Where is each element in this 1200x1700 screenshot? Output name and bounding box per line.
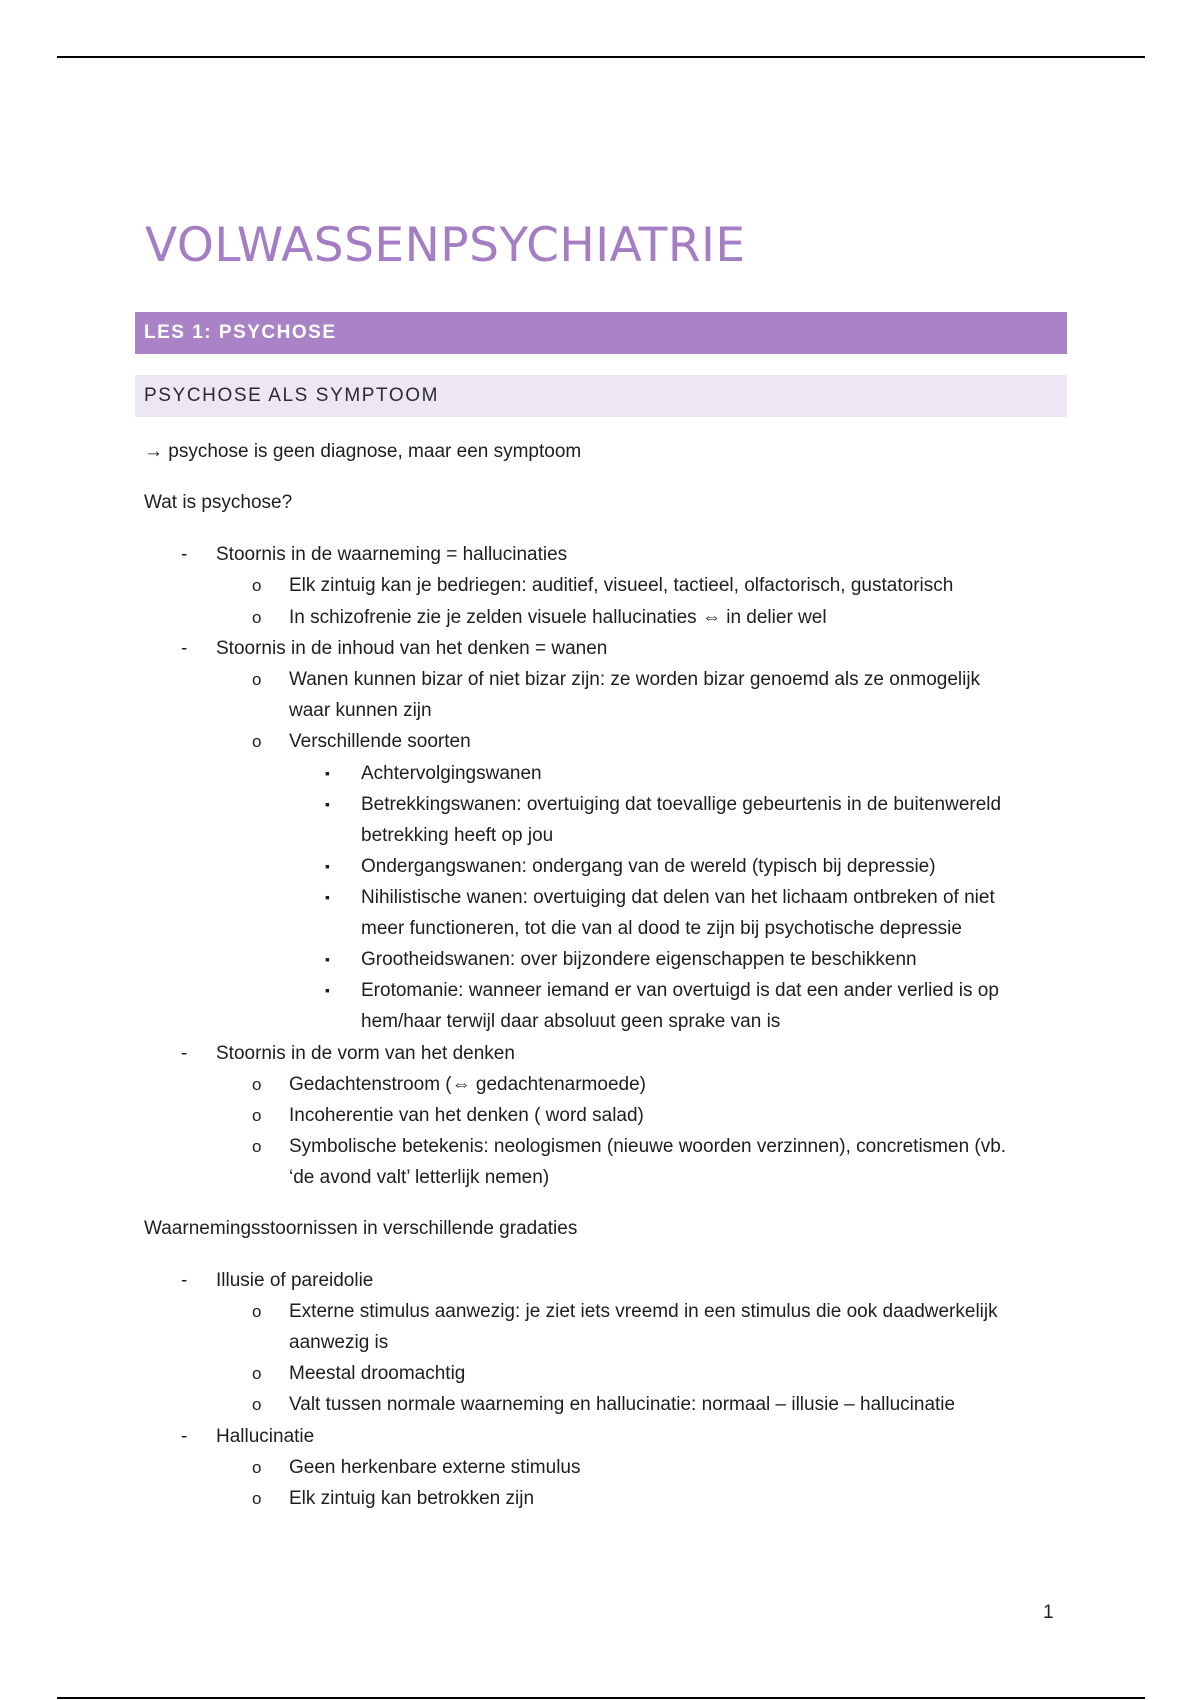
list-item: Hallucinatie bbox=[216, 1426, 315, 1447]
list-item: Gedachtenstroom (⇔ gedachtenarmoede) bbox=[289, 1074, 646, 1095]
header-rule bbox=[57, 56, 1145, 58]
list-item: Ondergangswanen: ondergang van de wereld (typisch bij depressie) bbox=[361, 856, 936, 877]
heading-2: PSYCHOSE ALS SYMPTOOM bbox=[135, 375, 1067, 417]
circle-bullet-icon: o bbox=[252, 1106, 262, 1125]
list-item-continuation: betrekking heeft op jou bbox=[361, 825, 554, 846]
list-item-continuation: hem/haar terwijl daar absoluut geen sprake van is bbox=[361, 1011, 781, 1032]
list-item-continuation: meer functioneren, tot die van al dood te zijn bij psychotische depressie bbox=[361, 918, 962, 939]
intro-text: psychose is geen diagnose, maar een symptoom bbox=[168, 441, 582, 462]
footer-rule bbox=[57, 1697, 1145, 1699]
square-bullet-icon: ▪ bbox=[325, 858, 330, 874]
circle-bullet-icon: o bbox=[252, 1075, 262, 1094]
circle-bullet-icon: o bbox=[252, 1458, 262, 1477]
square-bullet-icon: ▪ bbox=[325, 951, 330, 967]
circle-bullet-icon: o bbox=[252, 1364, 262, 1383]
circle-bullet-icon: o bbox=[252, 1137, 262, 1156]
list-item: Erotomanie: wanneer iemand er van overtuigd is dat een ander verlied is op bbox=[361, 980, 999, 1001]
list-item: Valt tussen normale waarneming en hallucinatie: normaal – illusie – hallucinatie bbox=[289, 1394, 956, 1415]
list-item: In schizofrenie zie je zelden visuele hallucinaties ⇔ in delier wel bbox=[289, 607, 827, 628]
list-item: Geen herkenbare externe stimulus bbox=[289, 1457, 581, 1478]
list-item: Elk zintuig kan betrokken zijn bbox=[289, 1488, 535, 1509]
square-bullet-icon: ▪ bbox=[325, 765, 330, 781]
dash-marker: - bbox=[181, 1270, 188, 1291]
list-item: Grootheidswanen: over bijzondere eigenschappen te beschikkenn bbox=[361, 949, 917, 970]
question-text: Wat is psychose? bbox=[144, 492, 293, 513]
heading-1: LES 1: PSYCHOSE bbox=[135, 312, 1067, 354]
intro-line bbox=[144, 436, 581, 467]
list-item: Wanen kunnen bizar of niet bizar zijn: ze worden bizar genoemd als ze onmogelijk bbox=[289, 669, 981, 690]
circle-bullet-icon: o bbox=[252, 576, 262, 595]
page-number: 1 bbox=[1043, 1602, 1054, 1623]
dash-marker: - bbox=[181, 1043, 188, 1064]
list-item: Stoornis in de waarneming = hallucinaties bbox=[216, 544, 568, 565]
list-item: Meestal droomachtig bbox=[289, 1363, 466, 1384]
list-item: Betrekkingswanen: overtuiging dat toevallige gebeurtenis in de buitenwereld bbox=[361, 794, 1002, 815]
list-item: Achtervolgingswanen bbox=[361, 763, 542, 784]
list-item-continuation: ‘de avond valt’ letterlijk nemen) bbox=[289, 1167, 550, 1188]
square-bullet-icon: ▪ bbox=[325, 982, 330, 998]
list-item: Stoornis in de vorm van het denken bbox=[216, 1043, 515, 1064]
list-item: Stoornis in de inhoud van het denken = wanen bbox=[216, 638, 608, 659]
arrow-icon: → bbox=[144, 441, 163, 462]
square-bullet-icon: ▪ bbox=[325, 796, 330, 812]
list-item-continuation: waar kunnen zijn bbox=[289, 700, 432, 721]
circle-bullet-icon: o bbox=[252, 608, 262, 627]
dash-marker: - bbox=[181, 1426, 188, 1447]
list-item: Incoherentie van het denken ( word salad) bbox=[289, 1105, 644, 1126]
circle-bullet-icon: o bbox=[252, 1395, 262, 1414]
list-item-continuation: aanwezig is bbox=[289, 1332, 389, 1353]
list-item: Elk zintuig kan je bedriegen: auditief, visueel, tactieel, olfactorisch, gustatorisch bbox=[289, 575, 954, 596]
document-title: VOLWASSENPSYCHIATRIE bbox=[145, 218, 746, 273]
circle-bullet-icon: o bbox=[252, 1489, 262, 1508]
dash-marker: - bbox=[181, 544, 188, 565]
circle-bullet-icon: o bbox=[252, 1302, 262, 1321]
list-item: Illusie of pareidolie bbox=[216, 1270, 374, 1291]
list-item: Nihilistische wanen: overtuiging dat delen van het lichaam ontbreken of niet bbox=[361, 887, 995, 908]
square-bullet-icon: ▪ bbox=[325, 889, 330, 905]
gradations-intro: Waarnemingsstoornissen in verschillende gradaties bbox=[144, 1218, 578, 1239]
circle-bullet-icon: o bbox=[252, 670, 262, 689]
list-item: Verschillende soorten bbox=[289, 731, 471, 752]
list-item: Symbolische betekenis: neologismen (nieuwe woorden verzinnen), concretismen (vb. bbox=[289, 1136, 1007, 1157]
dash-marker: - bbox=[181, 638, 188, 659]
circle-bullet-icon: o bbox=[252, 732, 262, 751]
list-item: Externe stimulus aanwezig: je ziet iets vreemd in een stimulus die ook daadwerkelijk bbox=[289, 1301, 998, 1322]
